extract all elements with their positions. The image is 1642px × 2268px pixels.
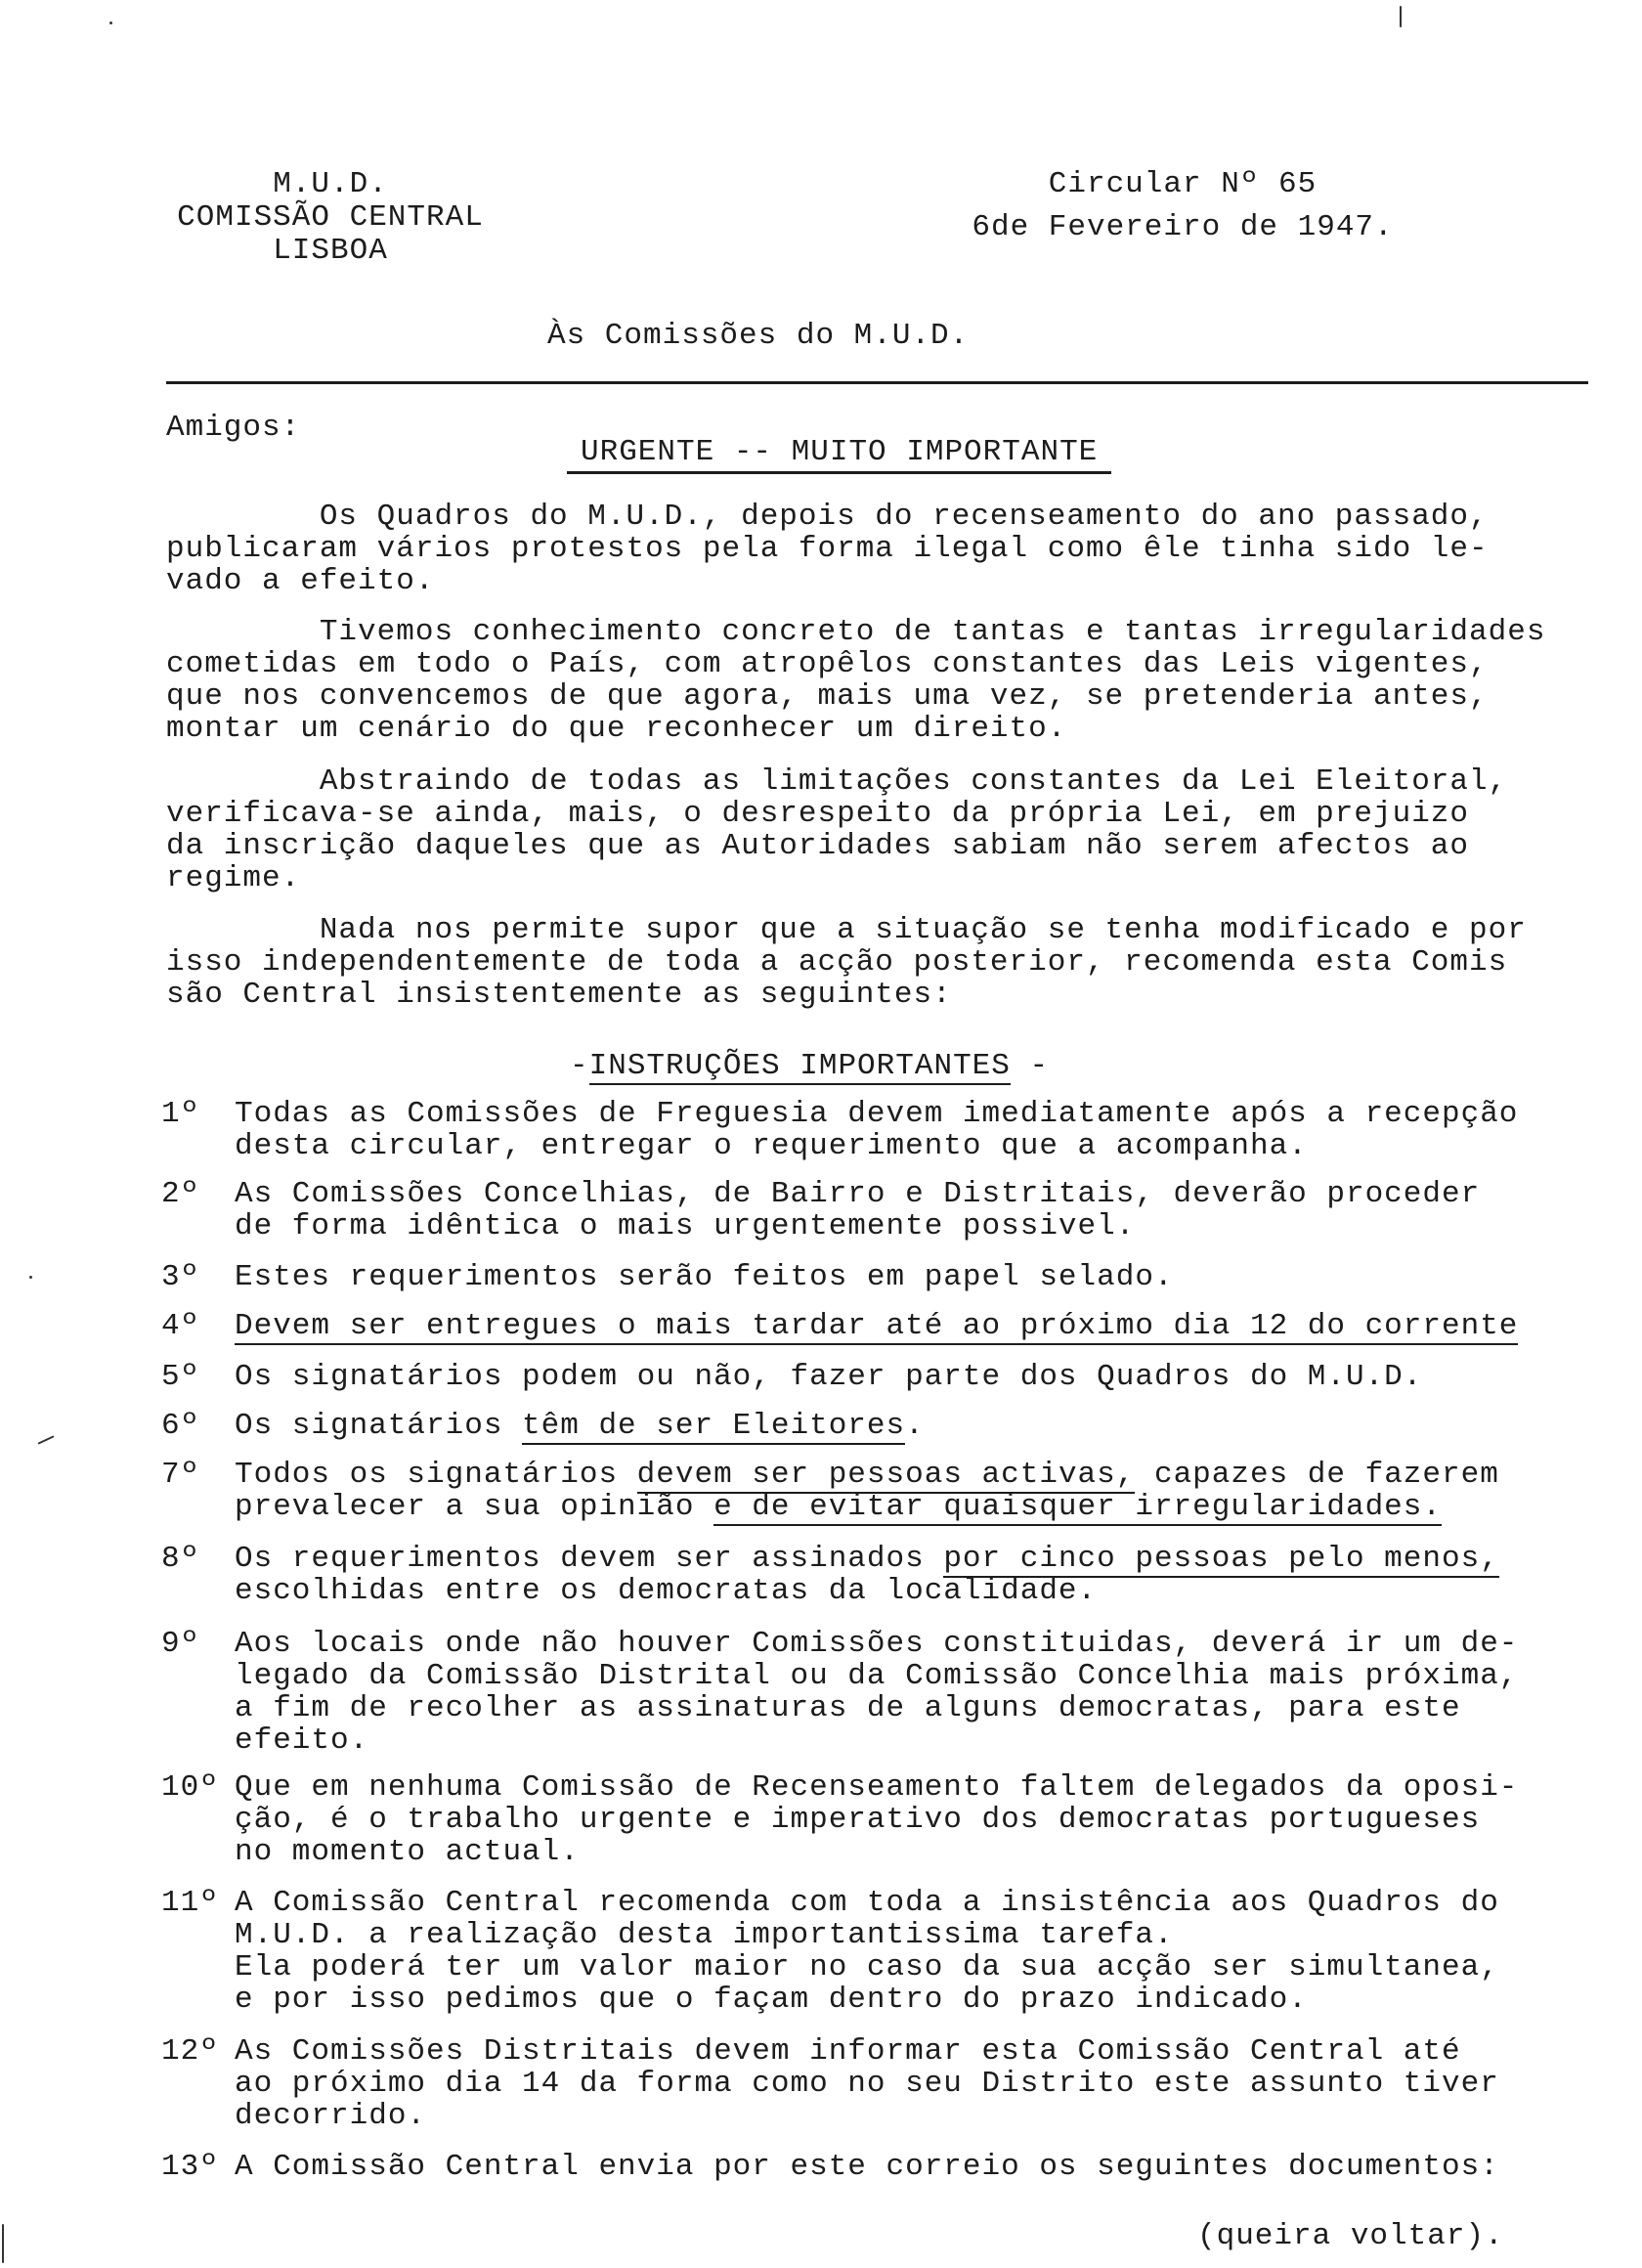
instruction-line: M.U.D. a realização desta importantissima tarefa. [235,1918,1174,1952]
paragraph-line: regime. [166,861,301,895]
instructions-heading [570,1049,1049,1083]
underlined-text: devem ser pessoas activas, [636,1458,1136,1492]
instruction-line: no momento actual. [235,1835,580,1869]
instruction-line: As Comissões Concelhias, de Bairro e Distritais, deverão proceder [235,1177,1481,1211]
instruction-line: ção, é o trabalho urgente e imperativo dos democratas portugueses [235,1803,1481,1837]
instruction-text [235,1310,1603,1342]
text-segment: capazes de fazerem [1135,1458,1499,1492]
text-segment: . [905,1409,925,1443]
instruction-number: 1º [161,1097,200,1131]
paragraph-line: Nada nos permite supor que a situação se tenha modificado e por [166,913,1527,947]
paragraph-line: Tivemos conhecimento concreto de tantas e tantas irregularidades [166,615,1546,649]
paragraph-line: montar um cenário do que reconhecer um direito. [166,712,1067,746]
instruction-number: 6º [161,1409,200,1443]
instruction-number: 5º [161,1360,200,1394]
instruction-line: e por isso pedimos que o façam dentro do prazo indicado. [235,1983,1308,2017]
instruction-text [235,1410,1603,1442]
scan-speck [2,2224,4,2263]
instruction-line: Que em nenhuma Comissão de Recenseamento faltem delegados da oposi- [235,1770,1519,1805]
paragraph-1 [166,501,1593,597]
instruction-number: 11º [161,1886,219,1920]
paragraph-line: da inscrição daqueles que as Autoridades sabiam não serem afectos ao [166,829,1470,863]
instruction-text [235,1887,1603,2016]
paragraph-line: vado a efeito. [166,564,435,598]
instruction-text [235,1098,1603,1162]
instruction-text: A Comissão Central envia por este correio os seguintes documentos: [235,2150,1499,2184]
underlined-text: e de evitar quaisquer irregularidades. [713,1490,1442,1524]
instruction-line: Aos locais onde não houver Comissões constituidas, deverá ir um de- [235,1627,1519,1661]
paragraph-line: isso independentemente de toda a acção posterior, recomenda esta Comis [166,945,1508,980]
instruction-number: 13º [161,2150,219,2184]
instruction-number: 7º [161,1458,200,1492]
instruction-text [235,2035,1603,2132]
instruction-number: 4º [161,1309,200,1343]
instruction-line: escolhidas entre os democratas da localidade. [235,1574,1098,1608]
instruction-line: efeito. [235,1723,369,1758]
instruction-text: Estes requerimentos serão feitos em papel selado. [235,1260,1174,1294]
scan-speck [37,1435,54,1444]
text-segment: Os requerimentos devem ser assinados [235,1542,944,1576]
org-committee: COMISSÃO CENTRAL [177,200,484,235]
scan-speck [29,1276,32,1279]
paragraph-line: cometidas em todo o País, com atropêlos constantes das Leis vigentes, [166,647,1489,681]
circular-number: Circular Nº 65 [1048,167,1318,201]
instruction-line: As Comissões Distritais devem informar esta Comissão Central até [235,2034,1461,2069]
instruction-text: Os signatários podem ou não, fazer parte dos Quadros do M.U.D. [235,1360,1423,1394]
heading-dash: - [570,1049,589,1083]
scan-speck [109,22,112,24]
circular-block [880,168,1486,250]
instruction-text [235,1178,1603,1243]
instruction-line: ao próximo dia 14 da forma como no seu Distrito este assunto tiver [235,2067,1499,2101]
org-city: LISBOA [273,234,388,268]
paragraph-4 [166,914,1593,1011]
instruction-number: 10º [161,1770,219,1805]
instruction-number: 9º [161,1627,200,1661]
instruction-number: 12º [161,2034,219,2069]
instruction-line [235,1491,1603,1523]
paragraph-line: que nos convencemos de que agora, mais uma vez, se pretenderia antes, [166,679,1489,714]
continue-note: (queira voltar). [1197,2219,1504,2253]
paragraph-3 [166,765,1593,894]
circular-date: 6de Fevereiro de 1947. [972,210,1394,244]
instruction-line: de forma idêntica o mais urgentemente possivel. [235,1209,1136,1243]
paragraph-line: Abstraindo de todas as limitações constantes da Lei Eleitoral, [166,764,1508,799]
heading-text: INSTRUÇÕES IMPORTANTES [588,1049,1011,1083]
underlined-text: Devem ser entregues o mais tardar até ao próximo dia 12 do corrente [235,1309,1519,1343]
text-segment: Todos os signatários [235,1458,637,1492]
paragraph-line: são Central insistentemente as seguintes: [166,978,952,1012]
instruction-line: desta circular, entregar o requerimento que a acompanha. [235,1129,1308,1163]
instruction-line: a fim de recolher as assinaturas de alguns democratas, para este [235,1691,1461,1725]
org-name: M.U.D. [273,167,388,201]
org-block [164,168,497,268]
text-segment: prevalecer a sua opinião [235,1490,714,1524]
instruction-text [235,1771,1603,1868]
instruction-text [235,1459,1603,1523]
heading-dash: - [1010,1049,1050,1083]
underlined-text: têm de ser Eleitores [522,1409,906,1443]
instruction-line: Ela poderá ter um valor maior no caso da sua acção ser simultanea, [235,1950,1499,1984]
paragraph-2 [166,616,1593,745]
instruction-text [235,1543,1603,1607]
addressee: Às Comissões do M.U.D. [547,319,970,353]
instruction-number: 8º [161,1542,200,1576]
instruction-line: A Comissão Central recomenda com toda a insistência aos Quadros do [235,1886,1499,1920]
instruction-number: 3º [161,1260,200,1294]
instruction-line [235,1459,1603,1491]
instruction-line: Todas as Comissões de Freguesia devem imediatamente após a recepção [235,1097,1519,1131]
instruction-number: 2º [161,1177,200,1211]
paragraph-line: Os Quadros do M.U.D., depois do recenseamento do ano passado, [166,500,1489,534]
instruction-text [235,1628,1603,1757]
text-segment: Os signatários [235,1409,523,1443]
paragraph-line: verificava-se ainda, mais, o desrespeito da própria Lei, em prejuizo [166,797,1470,831]
paragraph-line: publicaram vários protestos pela forma ilegal como êle tinha sido le- [166,532,1489,566]
scan-speck [1400,6,1402,27]
instruction-line: decorrido. [235,2099,427,2133]
divider [166,381,1588,384]
instruction-line [235,1543,1603,1575]
instruction-line: legado da Comissão Distrital ou da Comissão Concelhia mais próxima, [235,1659,1519,1693]
urgent-heading: URGENTE -- MUITO IMPORTANTE [567,435,1111,474]
underlined-text: por cinco pessoas pelo menos, [943,1542,1499,1576]
greeting: Amigos: [166,411,301,445]
